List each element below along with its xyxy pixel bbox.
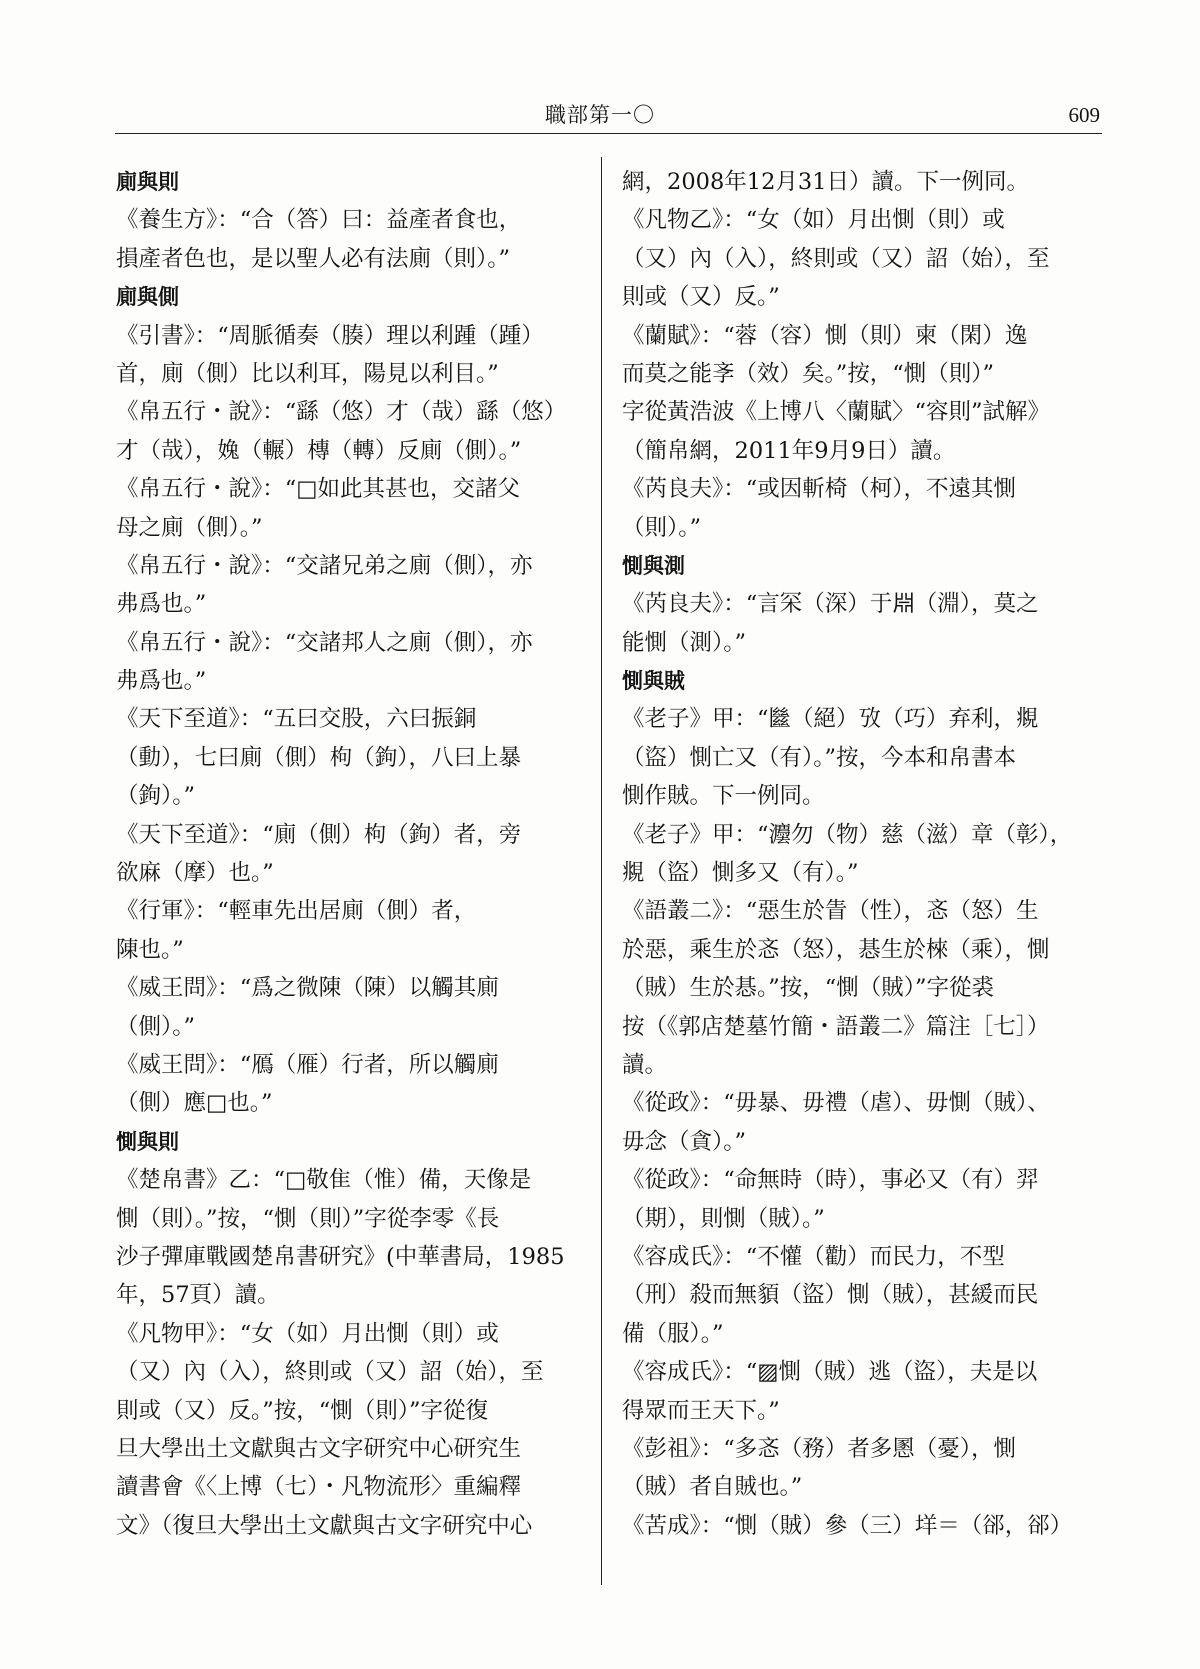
running-header-title: 職部第一〇 xyxy=(545,103,655,127)
page-number: 609 xyxy=(1068,103,1100,127)
text-line: 《老子》甲：“灋勿（物）慈（滋）章（彰）， xyxy=(622,821,1073,848)
text-line: 《容成氏》：“▨惻（賊）逃（盜），夫是以 xyxy=(622,1359,1038,1386)
text-line: 按（《郭店楚墓竹簡・語叢二》篇注［七］） xyxy=(622,1013,1050,1040)
text-line: 則或（又）反。” xyxy=(622,284,780,311)
text-line: （刑）殺而無䫉（盜）惻（賊），甚緩而民 xyxy=(622,1282,1039,1309)
text-line: 才（哉），婏（輾）槫（轉）反廁（側）。” xyxy=(116,437,522,464)
text-line: （賊）生於惎。”按，“惻（賊）”字從裘 xyxy=(622,975,995,1002)
text-line: 《芮良夫》：“或因斬椅（柯），不遠其惻 xyxy=(622,476,1017,503)
text-line: 母之廁（側）。” xyxy=(116,514,263,541)
text-line: 能惻（測）。” xyxy=(622,629,747,656)
text-line: 《帛五行・說》：“□如此其甚也，交諸父 xyxy=(116,476,521,503)
text-line: （又）內（入），終則或（又）詔（始），至 xyxy=(116,1359,544,1386)
entry-heading: 廁與側 xyxy=(116,285,179,310)
text-line: 《苦成》：“惻（賊）參（三）垟＝（郤，郤） xyxy=(622,1512,1073,1539)
text-line: 《從政》：“毋暴、毋禮（虐）、毋惻（賊）、 xyxy=(622,1090,1050,1117)
header-rule xyxy=(115,133,1102,134)
text-line: 惻作賊。下一例同。 xyxy=(622,783,825,810)
text-line: 覜（盜）惻多又（有）。” xyxy=(622,860,859,887)
left-column xyxy=(116,163,584,1603)
text-line: 得眾而王天下。” xyxy=(622,1397,780,1424)
text-line: 則或（又）反。”按，“惻（則）”字從復 xyxy=(116,1397,489,1424)
text-line: 文》（復旦大學出土文獻與古文字研究中心 xyxy=(116,1512,533,1539)
text-line: 惻（則）。”按，“惻（則）”字從李零《長 xyxy=(116,1205,500,1232)
text-line: 毋念（貪）。” xyxy=(622,1128,747,1155)
text-line: 讀。 xyxy=(622,1051,668,1078)
text-line: 《帛五行・說》：“交諸兄弟之廁（側），亦 xyxy=(116,552,533,579)
text-line: 《彭祖》：“多忞（務）者多慁（憂），惻 xyxy=(622,1435,1017,1462)
text-line: 《從政》：“命無時（時），事必又（有）羿 xyxy=(622,1167,1039,1194)
text-line: （賊）者自賊也。” xyxy=(622,1474,803,1501)
column-divider xyxy=(601,157,602,1585)
text-line: 《引書》：“周脈循奏（腠）理以利踵（踵） xyxy=(116,322,544,349)
text-line: 《老子》甲：“㡭（絕）攷（巧）弃利，覜 xyxy=(622,706,1039,733)
text-line: （鉤）。” xyxy=(116,783,196,810)
text-line: （側）應□也。” xyxy=(116,1090,273,1117)
entry-heading: 惻與則 xyxy=(116,1129,179,1154)
text-line: 《天下至道》：“五曰交股，六曰振銅 xyxy=(116,706,477,733)
text-line: 《蘭賦》：“蓉（容）惻（則）柬（閑）逸 xyxy=(622,322,1028,349)
text-line: 《威王問》：“爲之微陳（陳）以觸其廁 xyxy=(116,975,499,1002)
text-line: 弗爲也。” xyxy=(116,591,207,618)
text-line: 《帛五行・說》：“交諸邦人之廁（側），亦 xyxy=(116,629,533,656)
text-line: 《凡物甲》：“女（如）月出惻（則）或 xyxy=(116,1320,499,1347)
text-line: 《語叢二》：“惡生於眚（性），忞（怒）生 xyxy=(622,898,1039,925)
entry-heading: 廁與則 xyxy=(116,170,179,194)
text-line: 《養生方》：“合（答）曰：益產者食也， xyxy=(116,207,522,234)
text-line: （期），則惻（賊）。” xyxy=(622,1205,825,1232)
right-column xyxy=(622,163,1106,1603)
text-line: 《行軍》：“輕車先出居廁（側）者， xyxy=(116,898,477,925)
text-line: 網，2008年12月31日）讀。下一例同。 xyxy=(622,169,1030,195)
text-line: 《芮良夫》：“言罙（深）于𣶒（淵），莫之 xyxy=(622,591,1039,618)
text-line: （又）內（入），終則或（又）詔（始），至 xyxy=(622,245,1050,272)
text-line: 弗爲也。” xyxy=(116,668,207,695)
text-line: 《天下至道》：“廁（側）枸（鉤）者，旁 xyxy=(116,821,522,848)
text-line: 損產者色也，是以聖人必有法廁（則）。” xyxy=(116,245,511,272)
text-line: 字從黃浩波《上博八〈蘭賦〉“容則”試解》 xyxy=(622,399,1051,426)
text-line: 年，57頁）讀。 xyxy=(116,1282,280,1309)
text-line: 沙子彈庫戰國楚帛書研究》(中華書局，1985 xyxy=(116,1243,565,1270)
entry-heading: 惻與測 xyxy=(622,553,685,578)
text-line: 旦大學出土文獻與古文字研究中心研究生 xyxy=(116,1435,522,1462)
text-line: （盜）惻亡又（有）。”按，今本和帛書本 xyxy=(622,744,1017,771)
text-line: 於惡，乘生於忞（怒），惎生於棶（乘），惻 xyxy=(622,936,1050,963)
text-line: 《容成氏》：“不懽（勸）而民力，不型 xyxy=(622,1243,1005,1270)
text-line: 讀書會《〈上博（七）・凡物流形〉重編釋 xyxy=(116,1474,522,1501)
text-line: 而莫之能斈（效）矣。”按，“惻（則）” xyxy=(622,360,995,387)
text-line: （動），七曰廁（側）枸（鉤），八曰上暴 xyxy=(116,744,522,771)
text-line: 陳也。” xyxy=(116,936,184,963)
entry-heading: 惻與賊 xyxy=(622,669,685,694)
text-line: 備（服）。” xyxy=(622,1320,724,1347)
text-line: （則）。” xyxy=(622,514,702,541)
text-line: （側）。” xyxy=(116,1013,196,1040)
text-line: 《帛五行・說》：“繇（悠）才（哉）繇（悠） xyxy=(116,399,567,426)
text-line: 《楚帛書》乙：“□敬隹（惟）備，天像是 xyxy=(116,1167,532,1194)
text-line: 《威王問》：“鴈（雁）行者，所以觸廁 xyxy=(116,1051,499,1078)
text-line: 欲麻（摩）也。” xyxy=(116,860,274,887)
text-line: 首，廁（側）比以利耳，陽見以利目。” xyxy=(116,360,499,387)
text-line: （簡帛網，2011年9月9日）讀。 xyxy=(622,437,956,464)
text-line: 《凡物乙》：“女（如）月出惻（則）或 xyxy=(622,207,1005,234)
